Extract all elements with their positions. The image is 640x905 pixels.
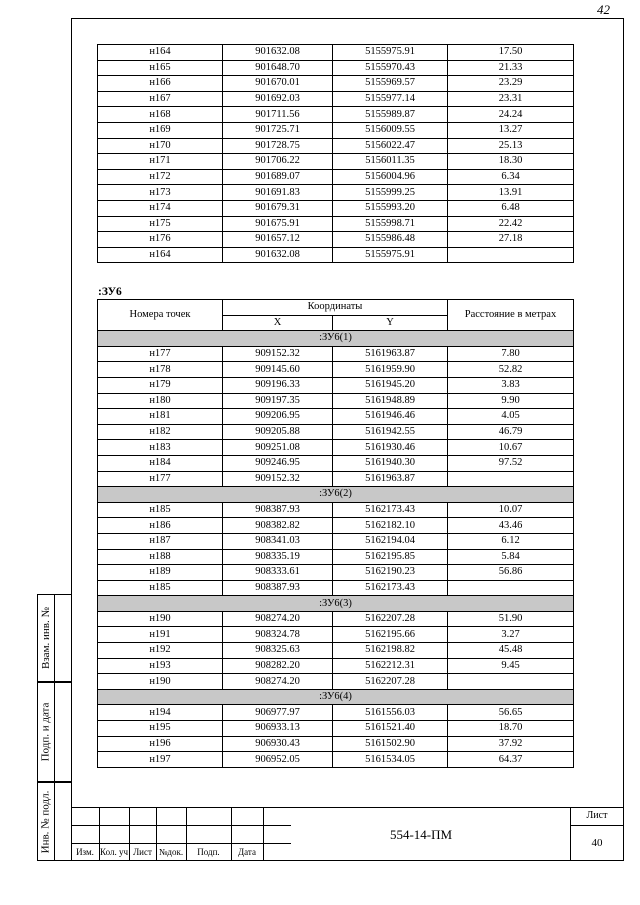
table-row — [98, 627, 574, 643]
date-label: Дата — [238, 847, 256, 857]
table-row — [98, 736, 574, 752]
point-cell: н192 — [98, 643, 223, 659]
table-row — [98, 169, 574, 185]
table-row — [98, 45, 574, 61]
x-cell: 901692.03 — [223, 91, 333, 107]
x-cell: 908341.03 — [223, 533, 333, 549]
x-cell: 908335.19 — [223, 549, 333, 565]
group-header-row — [98, 689, 574, 705]
distance-cell: 64.37 — [448, 752, 574, 768]
table-row — [98, 377, 574, 393]
distance-cell: 46.79 — [448, 424, 574, 440]
point-cell: н182 — [98, 424, 223, 440]
x-cell: 909145.60 — [223, 362, 333, 378]
point-cell: н190 — [98, 674, 223, 690]
y-cell: 5156011.35 — [333, 154, 448, 170]
y-cell: 5161556.03 — [333, 705, 448, 721]
x-cell: 906977.97 — [223, 705, 333, 721]
y-cell: 5161940.30 — [333, 455, 448, 471]
table-row — [98, 91, 574, 107]
x-cell: 901689.07 — [223, 169, 333, 185]
point-cell: н183 — [98, 440, 223, 456]
point-cell: н189 — [98, 565, 223, 581]
table-row — [98, 362, 574, 378]
table-row — [98, 440, 574, 456]
point-cell: н168 — [98, 107, 223, 123]
distance-cell: 23.31 — [448, 91, 574, 107]
y-cell: 5161521.40 — [333, 721, 448, 737]
distance-cell: 52.82 — [448, 362, 574, 378]
y-cell: 5161942.55 — [333, 424, 448, 440]
distance-cell: 6.34 — [448, 169, 574, 185]
point-cell: н177 — [98, 346, 223, 362]
point-cell: н173 — [98, 185, 223, 201]
y-cell: 5155998.71 — [333, 216, 448, 232]
y-cell: 5162182.10 — [333, 518, 448, 534]
table-row — [98, 471, 574, 487]
point-cell: н191 — [98, 627, 223, 643]
x-cell: 909152.32 — [223, 346, 333, 362]
y-cell: 5162194.04 — [333, 533, 448, 549]
y-cell: 5155970.43 — [333, 60, 448, 76]
y-cell: 5155975.91 — [333, 45, 448, 61]
x-cell: 901706.22 — [223, 154, 333, 170]
point-cell: н172 — [98, 169, 223, 185]
distance-cell: 21.33 — [448, 60, 574, 76]
distance-cell: 56.86 — [448, 565, 574, 581]
title-block — [71, 807, 624, 861]
section-label: :ЗУ6 — [98, 286, 122, 298]
y-cell: 5155975.91 — [333, 247, 448, 263]
table-row — [98, 565, 574, 581]
y-cell: 5162198.82 — [333, 643, 448, 659]
vzam-label: Взам. инв. № — [39, 607, 52, 669]
point-cell: н164 — [98, 247, 223, 263]
y-cell: 5162173.43 — [333, 502, 448, 518]
point-cell: н181 — [98, 409, 223, 425]
table-row — [98, 674, 574, 690]
ndok-label: №док. — [158, 847, 184, 857]
x-cell: 909206.95 — [223, 409, 333, 425]
table-row — [98, 200, 574, 216]
distance-cell: 23.29 — [448, 76, 574, 92]
point-cell: н169 — [98, 122, 223, 138]
point-cell: н187 — [98, 533, 223, 549]
inv-label: Инв. № подл. — [39, 790, 52, 853]
point-cell: н165 — [98, 60, 223, 76]
distance-cell: 25.13 — [448, 138, 574, 154]
document-code: 554-14-ПМ — [389, 827, 453, 842]
distance-cell: 5.84 — [448, 549, 574, 565]
table-row — [98, 658, 574, 674]
kol-label: Кол. уч — [100, 847, 128, 857]
table-row — [98, 247, 574, 263]
table-row — [98, 549, 574, 565]
x-cell: 901648.70 — [223, 60, 333, 76]
x-cell: 908387.93 — [223, 502, 333, 518]
distance-cell — [448, 471, 574, 487]
y-cell: 5155986.48 — [333, 232, 448, 248]
header-coords: Координаты — [223, 300, 448, 316]
table-row — [98, 705, 574, 721]
y-cell: 5162195.85 — [333, 549, 448, 565]
point-cell: н178 — [98, 362, 223, 378]
table-row — [98, 502, 574, 518]
x-cell: 906952.05 — [223, 752, 333, 768]
distance-cell — [448, 247, 574, 263]
group-title: :ЗУ6(1) — [98, 331, 574, 347]
y-cell: 5162190.23 — [333, 565, 448, 581]
table-row — [98, 752, 574, 768]
distance-cell: 6.48 — [448, 200, 574, 216]
distance-cell: 13.27 — [448, 122, 574, 138]
point-cell: н188 — [98, 549, 223, 565]
point-cell: н186 — [98, 518, 223, 534]
table-row — [98, 107, 574, 123]
y-cell: 5162207.28 — [333, 674, 448, 690]
point-cell: н170 — [98, 138, 223, 154]
header-distance: Расстояние в метрах — [448, 300, 574, 331]
x-cell: 901691.83 — [223, 185, 333, 201]
x-cell: 908324.78 — [223, 627, 333, 643]
y-cell: 5162212.31 — [333, 658, 448, 674]
sheet-number: 40 — [591, 837, 603, 849]
table-row — [98, 185, 574, 201]
distance-cell: 43.46 — [448, 518, 574, 534]
x-cell: 901670.01 — [223, 76, 333, 92]
distance-cell: 4.05 — [448, 409, 574, 425]
y-cell: 5162195.66 — [333, 627, 448, 643]
distance-cell: 7.80 — [448, 346, 574, 362]
y-cell: 5155999.25 — [333, 185, 448, 201]
y-cell: 5162173.43 — [333, 580, 448, 596]
header-y: Y — [333, 315, 448, 331]
y-cell: 5156009.55 — [333, 122, 448, 138]
zu6-coordinates-table — [97, 299, 574, 768]
point-cell: н176 — [98, 232, 223, 248]
coordinates-table-continued — [97, 44, 574, 263]
side-stamp — [37, 594, 71, 861]
y-cell: 5156004.96 — [333, 169, 448, 185]
x-cell: 909197.35 — [223, 393, 333, 409]
x-cell: 908387.93 — [223, 580, 333, 596]
table-row — [98, 580, 574, 596]
point-cell: н194 — [98, 705, 223, 721]
x-cell: 908333.61 — [223, 565, 333, 581]
table-row — [98, 138, 574, 154]
distance-cell: 51.90 — [448, 611, 574, 627]
distance-cell: 97.52 — [448, 455, 574, 471]
podp-label: Подп. — [197, 847, 220, 857]
y-cell: 5161963.87 — [333, 346, 448, 362]
distance-cell: 10.07 — [448, 502, 574, 518]
podp-date-label: Подп. и дата — [39, 702, 52, 762]
table-row — [98, 518, 574, 534]
group-title: :ЗУ6(3) — [98, 596, 574, 612]
header-points: Номера точек — [98, 300, 223, 331]
x-cell: 901728.75 — [223, 138, 333, 154]
table-row — [98, 60, 574, 76]
distance-cell — [448, 674, 574, 690]
distance-cell: 17.50 — [448, 45, 574, 61]
list-label: Лист — [133, 847, 152, 857]
y-cell: 5155969.57 — [333, 76, 448, 92]
handwritten-page-number: 42 — [597, 2, 610, 17]
point-cell: н171 — [98, 154, 223, 170]
y-cell: 5156022.47 — [333, 138, 448, 154]
table-row — [98, 346, 574, 362]
distance-cell — [448, 580, 574, 596]
group-title: :ЗУ6(2) — [98, 487, 574, 503]
x-cell: 908382.82 — [223, 518, 333, 534]
point-cell: н167 — [98, 91, 223, 107]
point-cell: н190 — [98, 611, 223, 627]
distance-cell: 56.65 — [448, 705, 574, 721]
x-cell: 909246.95 — [223, 455, 333, 471]
distance-cell: 22.42 — [448, 216, 574, 232]
point-cell: н185 — [98, 580, 223, 596]
header-x: X — [223, 315, 333, 331]
distance-cell: 10.67 — [448, 440, 574, 456]
group-header-row — [98, 331, 574, 347]
distance-cell: 24.24 — [448, 107, 574, 123]
distance-cell: 6.12 — [448, 533, 574, 549]
x-cell: 901679.31 — [223, 200, 333, 216]
group-title: :ЗУ6(4) — [98, 689, 574, 705]
x-cell: 908282.20 — [223, 658, 333, 674]
distance-cell: 18.70 — [448, 721, 574, 737]
table-row — [98, 721, 574, 737]
x-cell: 901657.12 — [223, 232, 333, 248]
x-cell: 909196.33 — [223, 377, 333, 393]
y-cell: 5155989.87 — [333, 107, 448, 123]
distance-cell: 9.90 — [448, 393, 574, 409]
y-cell: 5161930.46 — [333, 440, 448, 456]
distance-cell: 3.27 — [448, 627, 574, 643]
table-row — [98, 455, 574, 471]
table-row — [98, 76, 574, 92]
table-row — [98, 533, 574, 549]
table-row — [98, 393, 574, 409]
distance-cell: 9.45 — [448, 658, 574, 674]
y-cell: 5161534.05 — [333, 752, 448, 768]
x-cell: 901675.91 — [223, 216, 333, 232]
table-row — [98, 643, 574, 659]
group-header-row — [98, 596, 574, 612]
group-header-row — [98, 487, 574, 503]
x-cell: 909251.08 — [223, 440, 333, 456]
table-row — [98, 154, 574, 170]
distance-cell: 45.48 — [448, 643, 574, 659]
distance-cell: 18.30 — [448, 154, 574, 170]
x-cell: 901632.08 — [223, 247, 333, 263]
point-cell: н185 — [98, 502, 223, 518]
point-cell: н180 — [98, 393, 223, 409]
y-cell: 5155993.20 — [333, 200, 448, 216]
point-cell: н179 — [98, 377, 223, 393]
table-row — [98, 424, 574, 440]
x-cell: 908274.20 — [223, 674, 333, 690]
y-cell: 5161946.46 — [333, 409, 448, 425]
point-cell: н197 — [98, 752, 223, 768]
table-row — [98, 232, 574, 248]
table-row — [98, 122, 574, 138]
sheet-label: Лист — [586, 810, 608, 821]
y-cell: 5161502.90 — [333, 736, 448, 752]
x-cell: 908274.20 — [223, 611, 333, 627]
distance-cell: 37.92 — [448, 736, 574, 752]
table-row — [98, 409, 574, 425]
x-cell: 906933.13 — [223, 721, 333, 737]
point-cell: н193 — [98, 658, 223, 674]
point-cell: н177 — [98, 471, 223, 487]
x-cell: 901632.08 — [223, 45, 333, 61]
y-cell: 5161948.89 — [333, 393, 448, 409]
distance-cell: 3.83 — [448, 377, 574, 393]
x-cell: 908325.63 — [223, 643, 333, 659]
izm-label: Изм. — [76, 847, 94, 857]
y-cell: 5161959.90 — [333, 362, 448, 378]
y-cell: 5155977.14 — [333, 91, 448, 107]
x-cell: 909152.32 — [223, 471, 333, 487]
point-cell: н164 — [98, 45, 223, 61]
point-cell: н195 — [98, 721, 223, 737]
x-cell: 909205.88 — [223, 424, 333, 440]
x-cell: 901725.71 — [223, 122, 333, 138]
point-cell: н174 — [98, 200, 223, 216]
table-row — [98, 216, 574, 232]
y-cell: 5162207.28 — [333, 611, 448, 627]
distance-cell: 13.91 — [448, 185, 574, 201]
x-cell: 901711.56 — [223, 107, 333, 123]
distance-cell: 27.18 — [448, 232, 574, 248]
point-cell: н166 — [98, 76, 223, 92]
point-cell: н196 — [98, 736, 223, 752]
x-cell: 906930.43 — [223, 736, 333, 752]
point-cell: н175 — [98, 216, 223, 232]
table-row — [98, 611, 574, 627]
y-cell: 5161945.20 — [333, 377, 448, 393]
point-cell: н184 — [98, 455, 223, 471]
y-cell: 5161963.87 — [333, 471, 448, 487]
